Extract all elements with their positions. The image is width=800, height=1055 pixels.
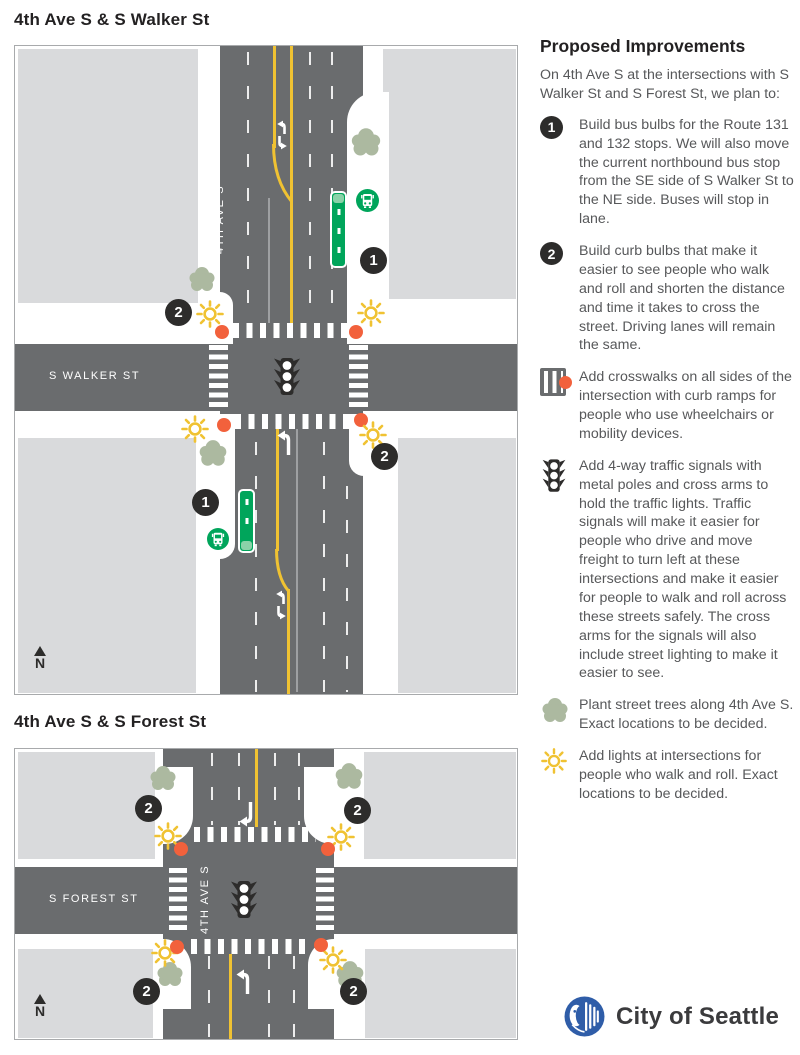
city-block (18, 49, 198, 303)
legend-signals-text: Add 4-way traffic signals with metal poles and cross arms to hold the traffic lights. Traffic signals will make it easier for people who drive and move freight to turn left at these intersections and make it easier for people to walk and roll across these streets safely. The cross arms for the signals will also include street lighting to make it easier to see. (579, 457, 787, 682)
item-1-text: Build bus bulbs for the Route 131 and 132 stops. We will also move the current northbound bus stop from the SE side of S Walker St to the NE side. Buses will stop in lane. (579, 116, 794, 228)
bus-stop-icon (356, 189, 379, 212)
lane-dash (268, 956, 270, 1037)
lane-dash (274, 753, 276, 825)
lane-dash (323, 442, 325, 692)
crosswalk-north (233, 323, 347, 338)
curb-ramp-dot (215, 325, 229, 339)
panel-heading: Proposed Improvements (540, 36, 746, 56)
map-badge-2: 2 (133, 978, 160, 1005)
map-badge-2: 2 (344, 797, 371, 824)
lane-dash (293, 956, 295, 1037)
legend-item-crosswalks (540, 368, 795, 444)
crosswalk-west (209, 345, 228, 410)
map-badge-2: 2 (371, 443, 398, 470)
lane-dash (309, 52, 311, 314)
tree-icon (349, 126, 383, 160)
curb-ramp-dot (321, 842, 335, 856)
bus-windshield (241, 541, 252, 550)
traffic-signal-icon (228, 879, 260, 921)
legend-lights-text: Add lights at intersections for people who walk and roll. Exact locations to be decided. (579, 748, 778, 802)
panel-intro: On 4th Ave S at the intersections with S Walker St and S Forest St, we plan to: (540, 67, 789, 102)
bus-windshield (333, 194, 344, 203)
proposed-improvements-panel (540, 36, 795, 817)
left-turn-arrow-icon (277, 430, 293, 456)
city-block (383, 49, 516, 299)
lane-dash (331, 52, 333, 314)
centerline-curve (274, 549, 292, 593)
logo-wordmark: City of Seattle (616, 1002, 780, 1030)
bus-roof-marks (337, 209, 340, 258)
light-icon (356, 298, 386, 328)
road-label-4th-ave: 4TH AVE S (199, 864, 211, 934)
light-icon (540, 747, 568, 775)
item-2-badge: 2 (540, 242, 563, 265)
crosswalk-south (235, 414, 349, 429)
centerline-curve (271, 144, 295, 204)
bus-southbound (238, 489, 255, 553)
crosswalk-east (349, 345, 368, 410)
crosswalk-north (194, 827, 316, 842)
legend-trees-text: Plant street trees along 4th Ave S. Exact locations to be decided. (579, 697, 794, 733)
bus-stop-icon (207, 528, 229, 550)
bus-roof-marks (245, 499, 248, 535)
lane-dash (255, 442, 257, 692)
tree-icon (187, 265, 217, 295)
curb-ramp-dot (349, 325, 363, 339)
city-block (365, 949, 516, 1038)
tree-icon (540, 696, 570, 726)
north-arrow-icon: N (29, 994, 51, 1019)
map-badge-2: 2 (165, 299, 192, 326)
centerline (255, 749, 258, 827)
road-label-forest: S FOREST ST (49, 893, 139, 905)
curb-ramp-dot (559, 376, 572, 389)
road-label-4th-ave: 4TH AVE S (214, 184, 226, 254)
map-badge-1: 1 (192, 489, 219, 516)
crosswalk-east (316, 868, 334, 932)
improvement-item-2 (540, 242, 795, 355)
north-arrow-icon: N (29, 646, 51, 671)
lane-dash (346, 486, 348, 692)
left-turn-arrow-icon (236, 969, 252, 995)
map-walker (14, 45, 518, 695)
lane-dash (298, 753, 300, 825)
map-forest-title: 4th Ave S & S Forest St (14, 712, 207, 731)
crosswalk-south (191, 939, 312, 954)
seattle-seal-icon (564, 996, 605, 1037)
lane-line (296, 429, 298, 692)
map-badge-1: 1 (360, 247, 387, 274)
city-block (364, 752, 516, 859)
city-block (398, 438, 516, 693)
lane-dash (247, 52, 249, 314)
left-turn-arrow-icon (239, 801, 255, 827)
lane-dash (211, 753, 213, 825)
improvement-item-1 (540, 116, 795, 229)
legend-item-trees (540, 696, 795, 734)
legend-item-signals (540, 457, 795, 684)
map-badge-2: 2 (135, 795, 162, 822)
lane-line (268, 198, 270, 323)
curb-ramp-dot (170, 940, 184, 954)
curb-ramp-dot (217, 418, 231, 432)
two-way-turn-arrow-icon (273, 590, 289, 620)
legend-crosswalks-text: Add crosswalks on all sides of the intersection with curb ramps for people who use wheelchairs or mobility devices. (579, 369, 792, 442)
bus-northbound (330, 191, 347, 268)
item-2-text: Build curb bulbs that make it easier to see people who walk and roll and shorten the distance and time it takes to cross the street. Driving lanes will remain the same. (579, 243, 785, 354)
tree-icon (148, 764, 178, 794)
legend-item-lights (540, 747, 795, 804)
city-of-seattle-logo (564, 996, 779, 1037)
curb-ramp-dot (174, 842, 188, 856)
two-way-turn-arrow-icon (274, 120, 290, 150)
map-badge-2: 2 (340, 978, 367, 1005)
tree-icon (333, 761, 365, 793)
crosswalk-west (169, 868, 187, 932)
map-forest (14, 748, 518, 1040)
lane-dash (208, 956, 210, 1037)
item-1-badge: 1 (540, 116, 563, 139)
road-label-walker: S WALKER ST (49, 370, 141, 382)
light-icon (180, 414, 210, 444)
map-walker-title: 4th Ave S & S Walker St (14, 10, 210, 29)
curb-ramp-dot (314, 938, 328, 952)
centerline (229, 954, 232, 1040)
traffic-signal-icon (540, 457, 568, 495)
crosswalk-icon (540, 368, 566, 396)
traffic-signal-icon (271, 356, 303, 398)
